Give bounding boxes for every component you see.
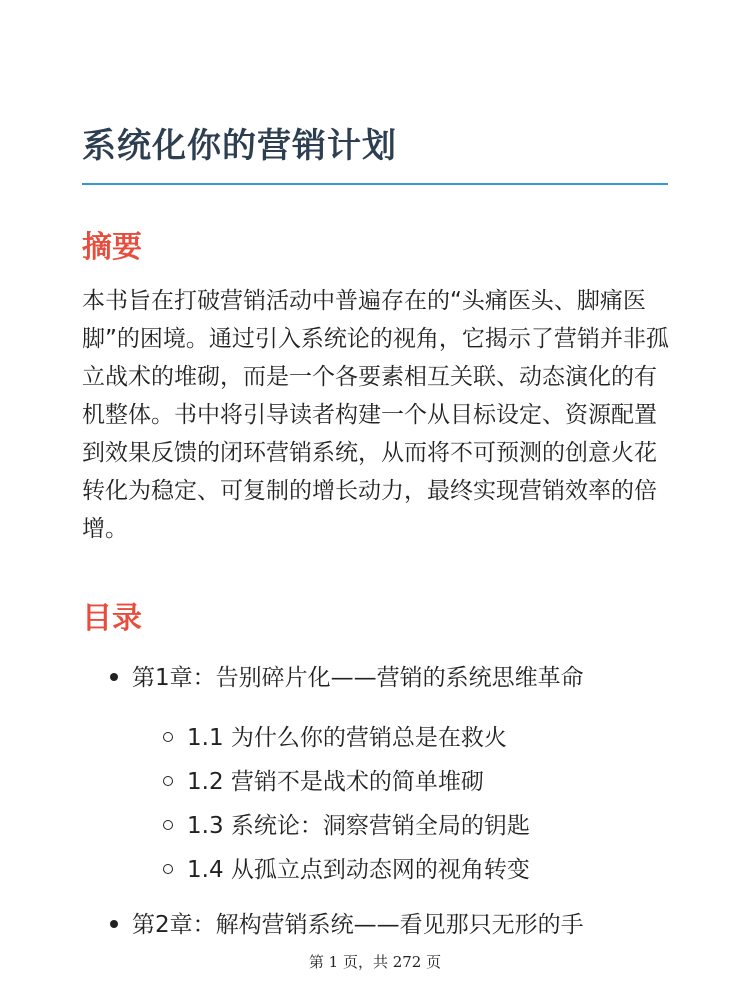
circle-bullet-icon [163, 864, 173, 874]
toc-chapter-1[interactable] [110, 659, 584, 692]
abstract-paragraph: 本书旨在打破营销活动中普遍存在的“头痛医头、脚痛医脚”的困境。通过引入系统论的视角，它揭示了营销并非孤立战术的堆砌，而是一个各要素相互关联、动态演化的有机整体。书中将引导读者构建一个从目标设定、资源配置到效果反馈的闭环营销系统，从而将不可预测的创意火花转化为稳定、可复制的增长动力，最终实现营销效率的倍增。 [82, 288, 669, 542]
toc-section-1-4-label: 1.4 从孤立点到动态网的视角转变 [187, 857, 530, 883]
toc-section-1-1[interactable] [163, 719, 507, 752]
toc-section-1-2-label: 1.2 营销不是战术的简单堆砌 [187, 769, 484, 795]
page-footer: 第 1 页，共 272 页 [308, 953, 442, 971]
circle-bullet-icon [163, 776, 173, 786]
circle-bullet-icon [163, 820, 173, 830]
bullet-icon [110, 673, 118, 681]
toc-section-1-3[interactable] [163, 807, 530, 840]
toc-chapter-2-label: 第2章：解构营销系统——看见那只无形的手 [132, 912, 584, 938]
toc-heading: 目录 [82, 601, 142, 636]
abstract-heading: 摘要 [82, 230, 142, 265]
circle-bullet-icon [163, 732, 173, 742]
bullet-icon [110, 920, 118, 928]
document-title: 系统化你的营销计划 [82, 126, 397, 166]
toc-section-1-3-label: 1.3 系统论：洞察营销全局的钥匙 [187, 813, 530, 839]
toc-chapter-2[interactable] [110, 906, 584, 939]
toc-section-1-1-label: 1.1 为什么你的营销总是在救火 [187, 725, 507, 751]
toc-chapter-1-label: 第1章：告别碎片化——营销的系统思维革命 [132, 665, 584, 691]
toc-section-1-2[interactable] [163, 763, 484, 796]
toc-section-1-4[interactable] [163, 851, 530, 884]
title-divider [82, 183, 668, 185]
